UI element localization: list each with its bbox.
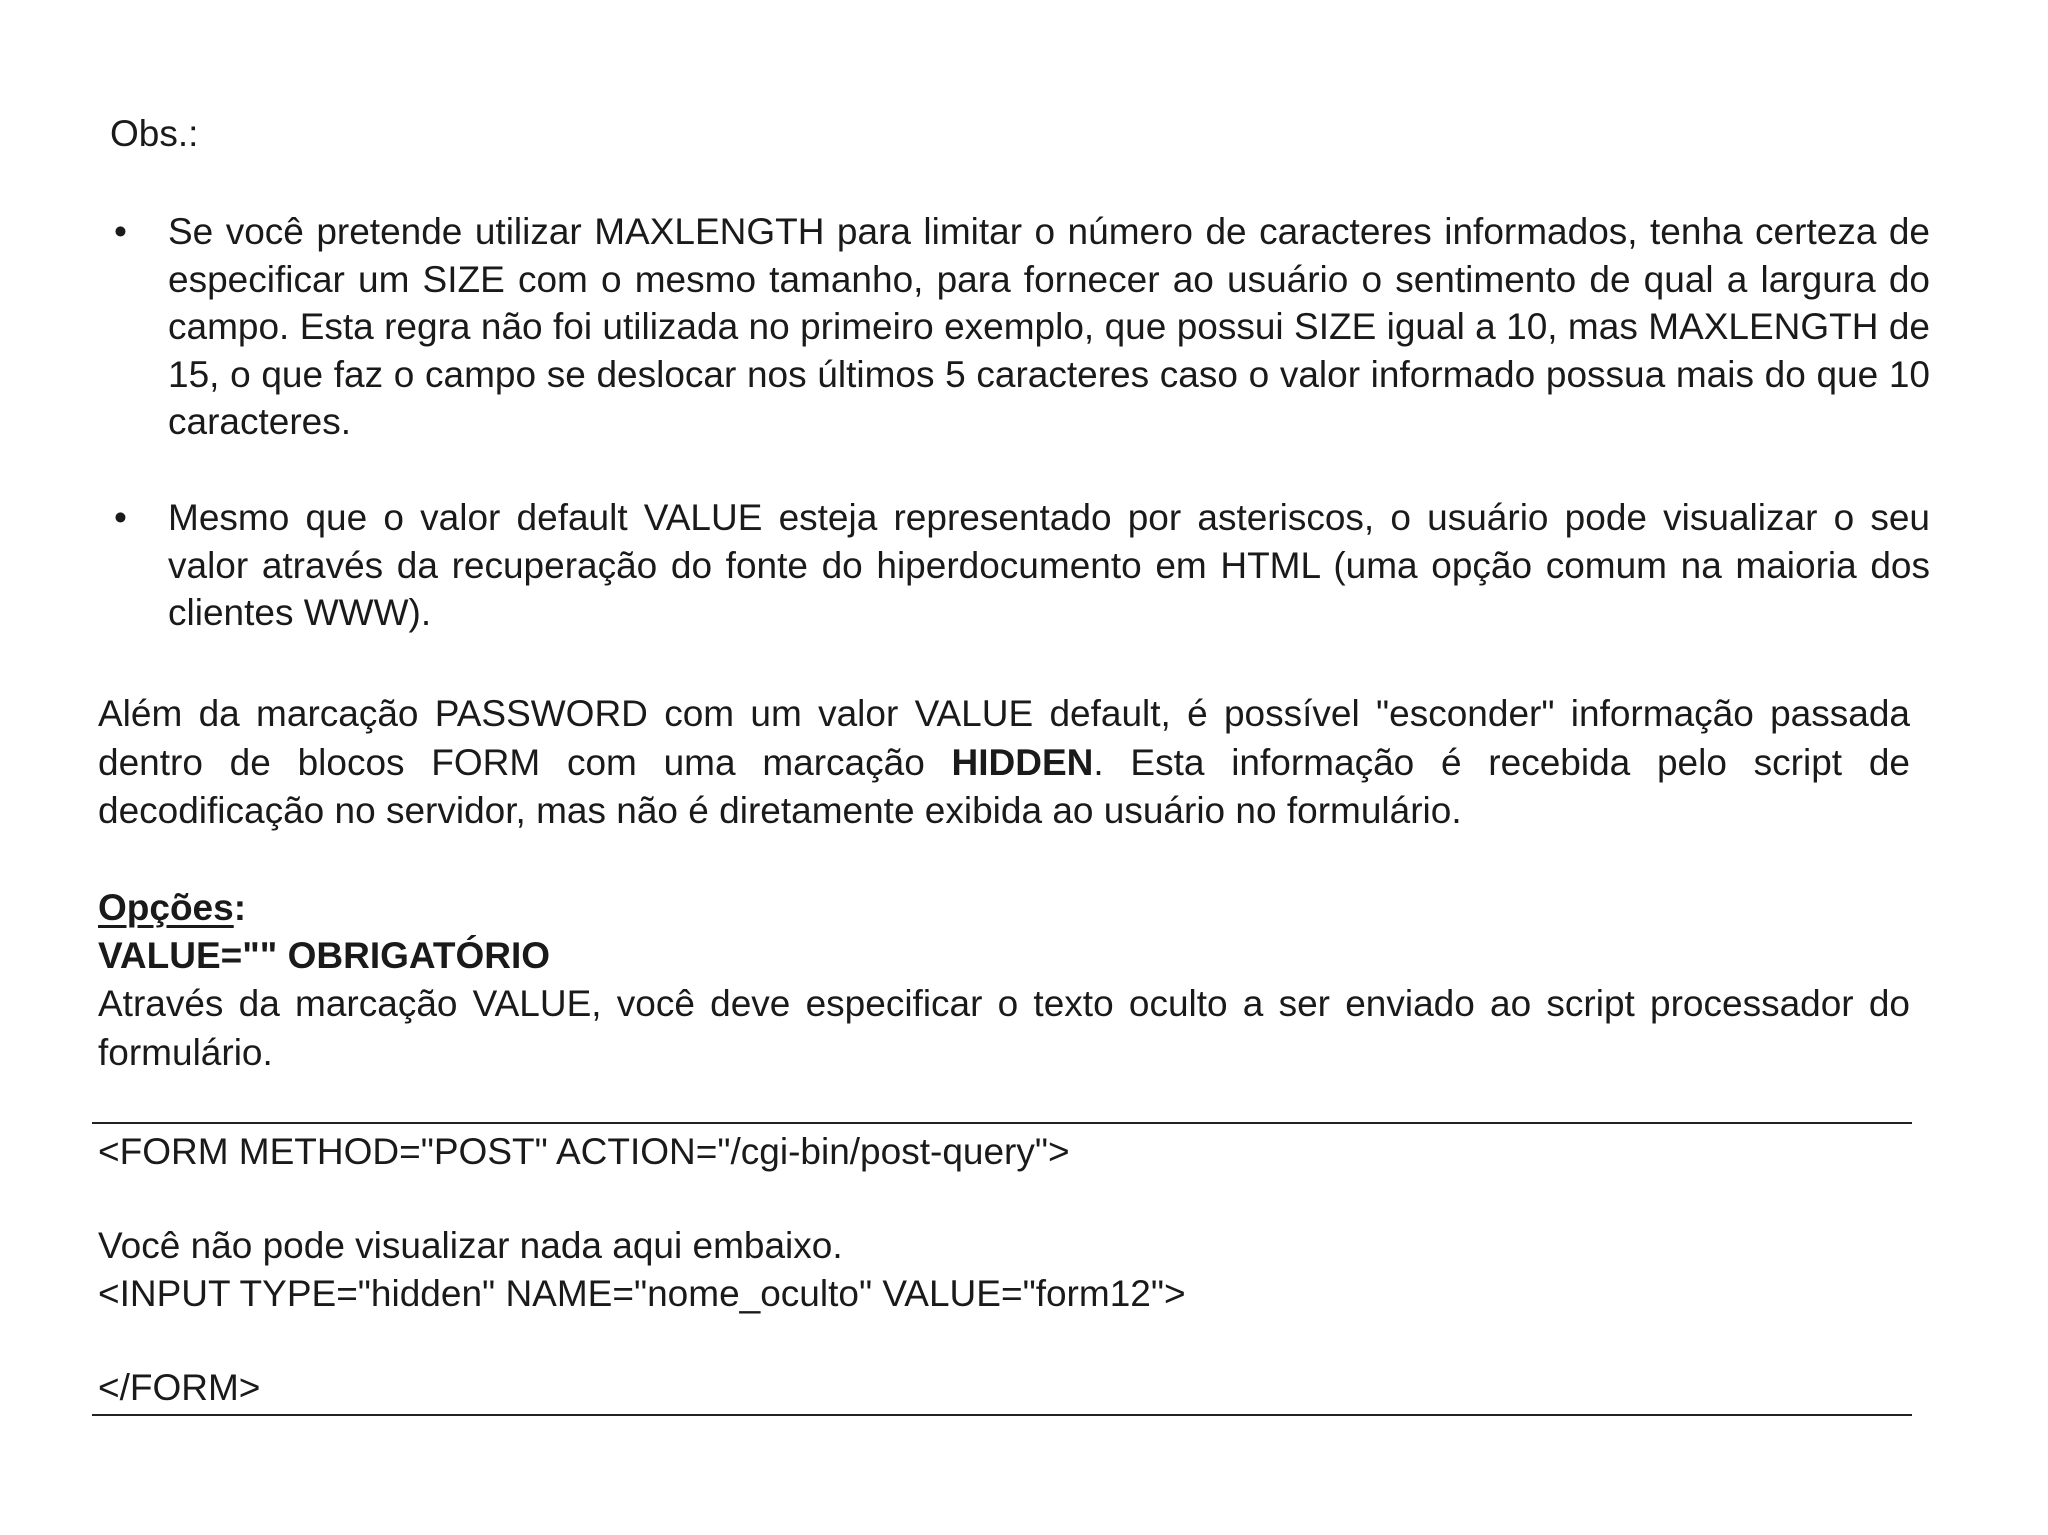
bullet-text: Se você pretende utilizar MAXLENGTH para limitar o número de caracteres informados, tenha certeza de especificar um SIZE com o mesmo tamanho, para fornecer ao usuário o sentimento de qual a largura do campo. Esta regra não foi utilizada no primeiro exemplo, que possui SIZE igual a 10, mas MAXLENGTH de 15, o que faz o campo se deslocar nos últimos 5 caracteres caso o valor informado possua mais do que 10 caracteres.	[168, 211, 1930, 442]
value-description: Através da marcação VALUE, você deve especificar o texto oculto a ser enviado ao script processador do formulário.	[98, 983, 1910, 1073]
code-bottom-divider	[92, 1414, 1912, 1416]
code-form-open: <FORM METHOD="POST" ACTION="/cgi-bin/post-query">	[98, 1131, 1070, 1172]
value-required-heading: VALUE="" OBRIGATÓRIO	[98, 935, 551, 976]
hidden-field-paragraph	[98, 690, 1910, 836]
obs-label: Obs.:	[110, 113, 199, 154]
bullet-list-1	[110, 208, 1930, 446]
bullet-list-2	[110, 494, 1930, 637]
paragraph-text-before: Além da marcação PASSWORD com um valor VALUE default, é possível "esconder" informação passada dentro de blocos FORM com uma marcação	[98, 693, 1910, 783]
hidden-keyword: HIDDEN	[951, 741, 1094, 783]
bullet-item	[110, 208, 1930, 446]
bullet-item	[110, 494, 1930, 637]
code-top-divider	[92, 1122, 1912, 1124]
code-input-hidden: <INPUT TYPE="hidden" NAME="nome_oculto" VALUE="form12">	[98, 1273, 1186, 1314]
bullet-icon: •	[114, 497, 127, 538]
bullet-icon: •	[114, 211, 127, 252]
options-heading-text: Opções	[98, 887, 234, 928]
options-heading-colon: :	[233, 887, 247, 928]
options-heading	[98, 884, 246, 932]
code-form-close: </FORM>	[98, 1367, 261, 1408]
code-comment-line: Você não pode visualizar nada aqui embaixo.	[98, 1225, 843, 1266]
paragraph-text-after: . Esta informação é recebida pelo script de decodificação no servidor, mas não é diretamente exibida ao usuário no formulário.	[98, 741, 1910, 831]
bullet-text: Mesmo que o valor default VALUE esteja representado por asteriscos, o usuário pode visualizar o seu valor através da recuperação do fonte do hiperdocumento em HTML (uma opção comum na maioria dos clientes WWW).	[168, 497, 1930, 633]
